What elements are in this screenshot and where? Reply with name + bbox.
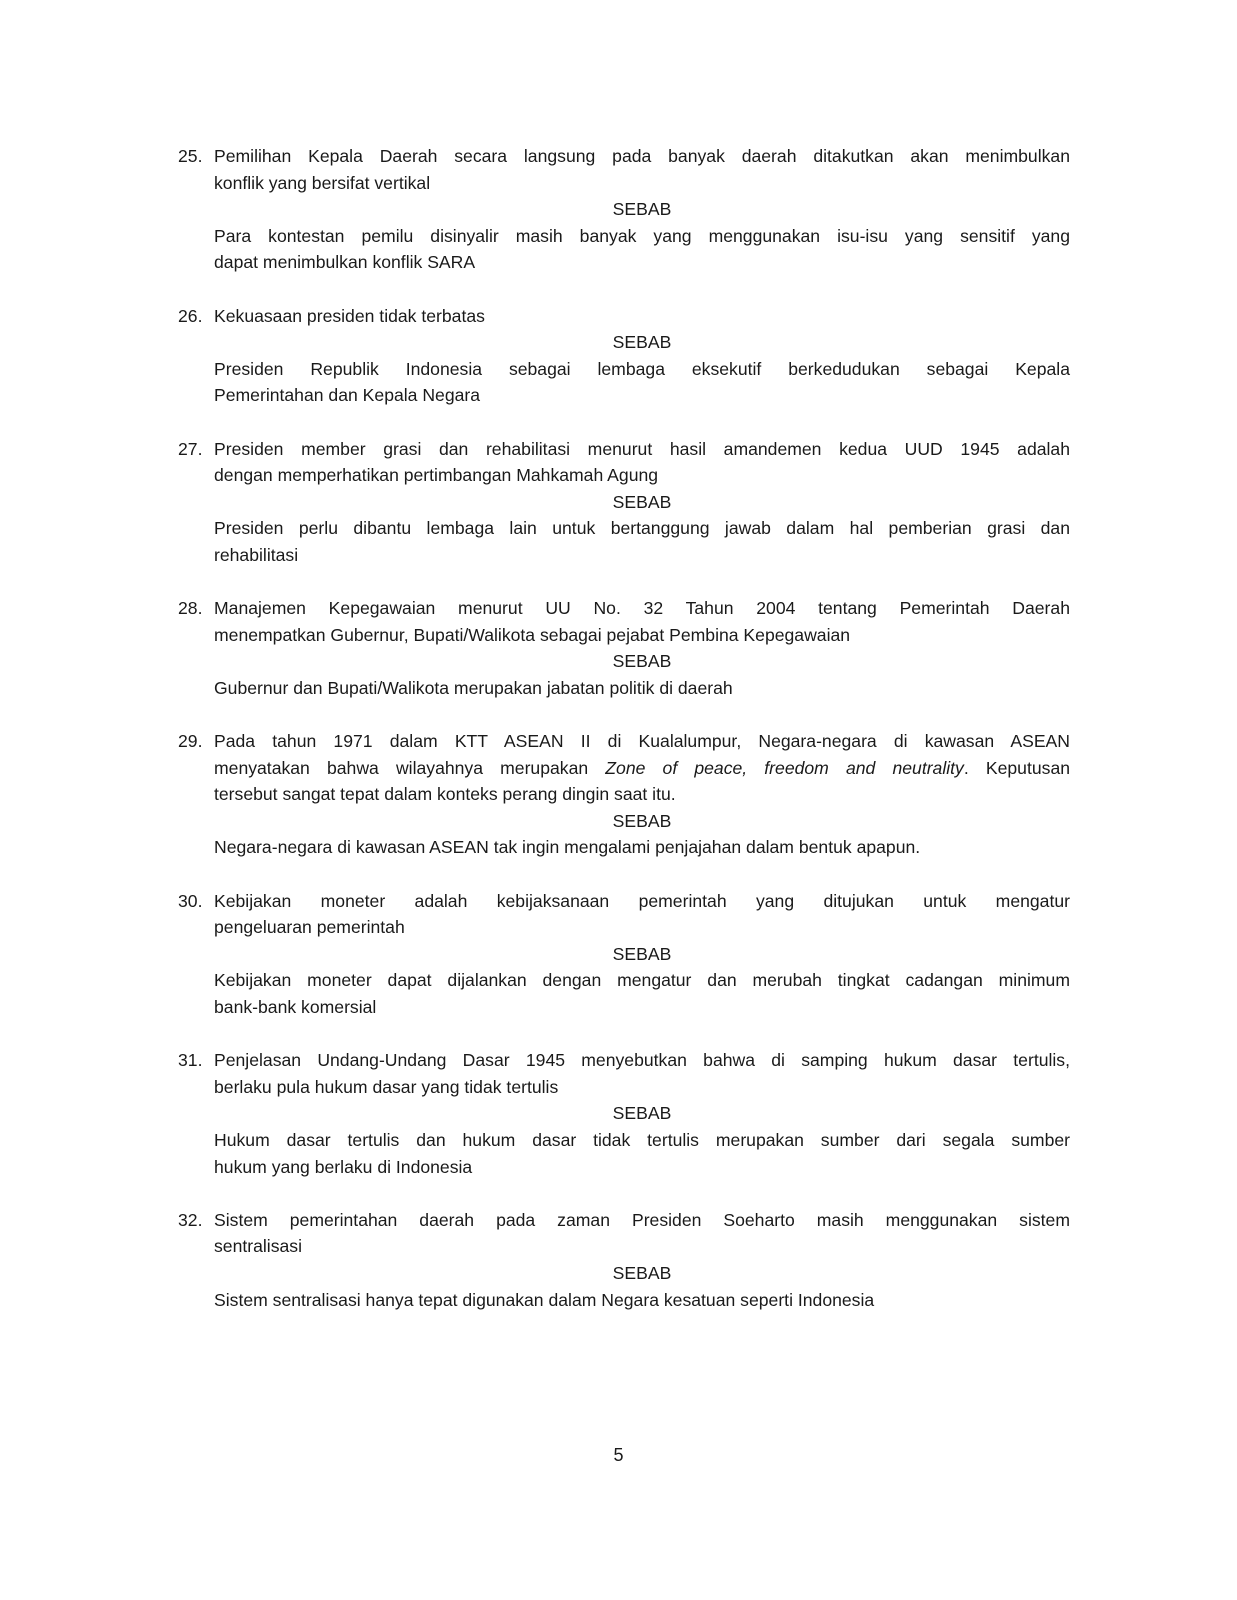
sebab-label: SEBAB [612,332,672,353]
question-number: 29. [178,731,203,752]
statement-line [214,755,1070,782]
statement-line: Pada tahun 1971 dalam KTT ASEAN II di Kualalumpur, Negara-negara di kawasan ASEAN [214,731,1070,752]
statement-text: . Keputusan [963,757,1071,778]
question-27 [178,436,1070,569]
question-31 [178,1047,1070,1180]
statement-line: Kekuasaan presiden tidak terbatas [214,305,485,326]
reason-line: bank-bank komersial [214,997,377,1017]
question-number: 25. [178,146,203,166]
question-32 [178,1207,1070,1313]
sebab-label: SEBAB [612,491,672,512]
question-number: 26. [178,305,203,326]
question-number: 27. [178,438,203,459]
reason-line: Negara-negara di kawasan ASEAN tak ingin mengalami penjajahan dalam bentuk apapun. [214,837,921,858]
question-30 [178,888,1070,1021]
statement-italic-term: Zone of peace, freedom and neutrality [605,757,964,778]
question-number: 28. [178,598,203,619]
reason-line: dapat menimbulkan konflik SARA [214,252,476,273]
sebab-label: SEBAB [612,1262,672,1283]
statement-line: Presiden member grasi dan rehabilitasi menurut hasil amandemen kedua UUD 1945 adalah [214,438,1070,459]
statement-line: Manajemen Kepegawaian menurut UU No. 32 Tahun 2004 tentang Pemerintah Daerah [214,598,1070,619]
reason-line: rehabilitasi [214,544,299,565]
statement-line: Pemilihan Kepala Daerah secara langsung pada banyak daerah ditakutkan akan menimbulkan [214,146,1070,166]
statement-line: tersebut sangat tepat dalam konteks perang dingin saat itu. [214,784,676,805]
reason-line: Hukum dasar tertulis dan hukum dasar tidak tertulis merupakan sumber dari segala sumber [214,1129,1070,1150]
question-29 [178,728,1070,861]
sebab-label: SEBAB [612,810,672,831]
question-list [178,143,1070,1340]
question-number: 32. [178,1209,203,1230]
question-26 [178,303,1070,409]
question-25 [178,143,1070,276]
reason-line: Presiden perlu dibantu lembaga lain untuk bertanggung jawab dalam hal pemberian grasi dan [214,518,1070,539]
question-28 [178,595,1070,701]
question-number: 31. [178,1050,203,1071]
statement-text: menyatakan bahwa wilayahnya merupakan [214,757,606,778]
reason-line: Gubernur dan Bupati/Walikota merupakan jabatan politik di daerah [214,677,733,698]
sebab-label: SEBAB [612,651,672,672]
statement-line: Penjelasan Undang-Undang Dasar 1945 menyebutkan bahwa di samping hukum dasar tertulis, [214,1050,1070,1071]
sebab-label: SEBAB [612,1103,672,1124]
question-number: 30. [178,890,203,911]
reason-line: Presiden Republik Indonesia sebagai lembaga eksekutif berkedudukan sebagai Kepala [214,358,1070,379]
statement-line: pengeluaran pemerintah [214,917,405,938]
reason-line: Para kontestan pemilu disinyalir masih banyak yang menggunakan isu-isu yang sensitif yang [214,225,1070,246]
page-number: 5 [613,1445,624,1465]
reason-line: Pemerintahan dan Kepala Negara [214,385,481,406]
statement-line: berlaku pula hukum dasar yang tidak tertulis [214,1076,559,1097]
statement-line: konflik yang bersifat vertikal [214,172,431,193]
reason-line: Sistem sentralisasi hanya tepat digunakan dalam Negara kesatuan seperti Indonesia [214,1289,875,1310]
statement-line: sentralisasi [214,1236,303,1257]
reason-line: Kebijakan moneter dapat dijalankan dengan mengatur dan merubah tingkat cadangan minimum [214,970,1070,991]
sebab-label: SEBAB [612,943,672,964]
statement-line: Kebijakan moneter adalah kebijaksanaan pemerintah yang ditujukan untuk mengatur [214,890,1070,911]
statement-line: dengan memperhatikan pertimbangan Mahkamah Agung [214,465,659,486]
sebab-label: SEBAB [612,199,672,220]
statement-line: menempatkan Gubernur, Bupati/Walikota sebagai pejabat Pembina Kepegawaian [214,624,851,645]
reason-line: hukum yang berlaku di Indonesia [214,1156,473,1177]
statement-line: Sistem pemerintahan daerah pada zaman Presiden Soeharto masih menggunakan sistem [214,1209,1070,1230]
